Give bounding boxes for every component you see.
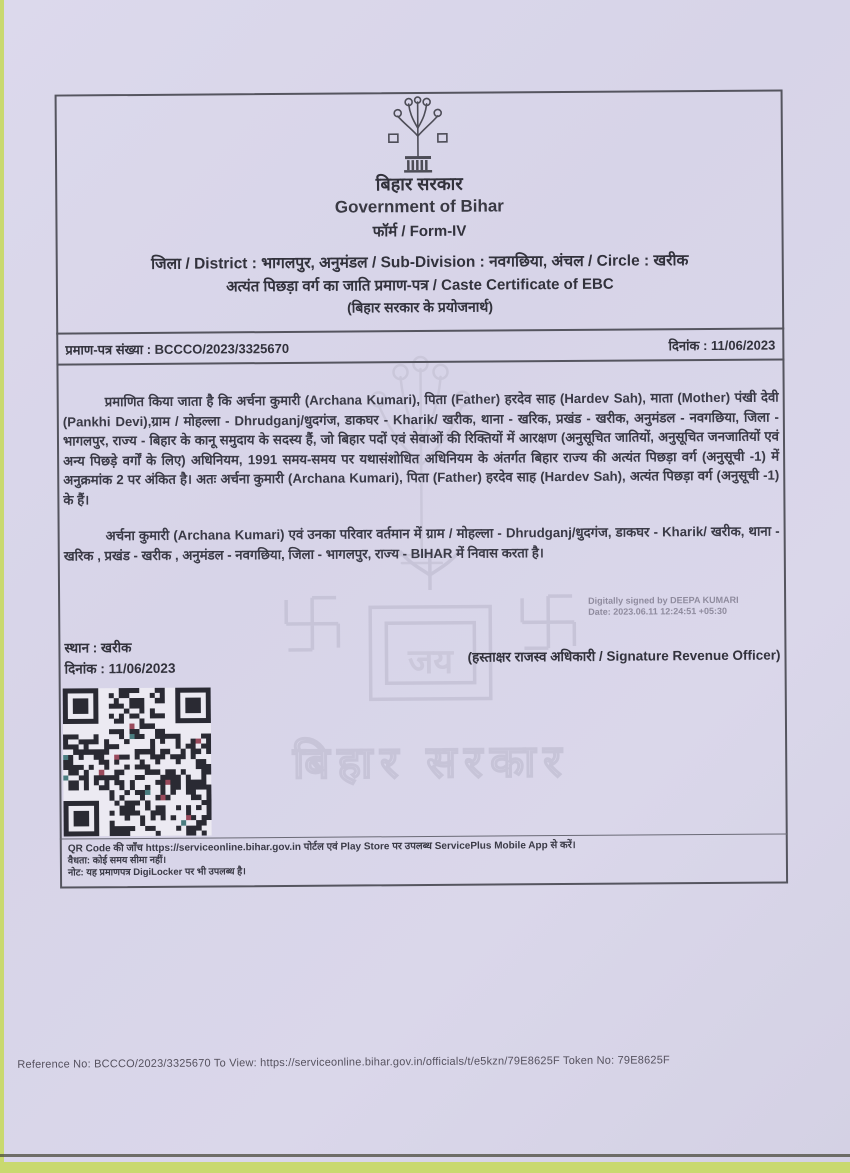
qr-note-line1: QR Code की जाँच https://serviceonline.bihar.gov.in पोर्टल एवं Play Store पर उपलब्ध ServicePlus Mobile App से करें। bbox=[67, 839, 576, 855]
revenue-officer-signature-line: (हस्ताक्षर राजस्व अधिकारी / Signature Revenue Officer) bbox=[467, 647, 781, 665]
watermark-center-glyph: जय bbox=[407, 642, 454, 682]
place-line: स्थान : खरीक bbox=[64, 640, 132, 656]
qr-code bbox=[63, 687, 212, 836]
certificate-paragraph-2: अर्चना कुमारी (Archana Kumari) एवं उनका परिवार वर्तमान में ग्राम / मोहल्ला - Dhrudganj/धुदगंज, डाकघर - Kharik/ खरीक, थाना - खरिक , प्रखंड - खरीक , अनुमंडल - नवगछिया, जिला - भागलपुर, राज्य - BIHAR में निवास करता है। bbox=[63, 523, 780, 564]
qr-notes-box bbox=[60, 833, 788, 888]
reference-footer: Reference No: BCCCO/2023/3325670 To View: https://serviceonline.bihar.gov.in/officials/t/e5kzn/79E8625F Token No: 79E8625F bbox=[17, 1054, 670, 1071]
watermark-text: बिहार सरकार bbox=[292, 736, 570, 788]
bihar-emblem-icon bbox=[383, 96, 454, 174]
digital-signature-stamp bbox=[588, 595, 778, 618]
issue-date: दिनांक : 11/06/2023 bbox=[668, 337, 776, 353]
digital-signature-line1: Digitally signed by DEEPA KUMARI bbox=[588, 594, 739, 606]
english-title: Government of Bihar bbox=[334, 196, 504, 217]
qr-note-line3: नोट: यह प्रमाणपत्र DigiLocker पर भी उपलब्ध है। bbox=[67, 866, 246, 879]
place-date-line: दिनांक : 11/06/2023 bbox=[64, 660, 176, 677]
form-number: फॉर्म / Form-IV bbox=[372, 222, 467, 241]
hindi-title: बिहार सरकार bbox=[375, 173, 463, 195]
qr-note-line2: वैधता: कोई समय सीमा नहीं। bbox=[67, 854, 167, 867]
digital-signature-line2: Date: 2023.06.11 12:24:51 +05:30 bbox=[588, 605, 728, 617]
purpose-line: (बिहार सरकार के प्रयोजनार्थ) bbox=[347, 298, 494, 316]
certificate-title: अत्यंत पिछड़ा वर्ग का जाति प्रमाण-पत्र / Caste Certificate of EBC bbox=[226, 275, 614, 296]
meta-row bbox=[56, 327, 784, 365]
certificate-paragraph-1: प्रमाणित किया जाता है कि अर्चना कुमारी (Archana Kumari), पिता (Father) हरदेव साह (Hardev Sah), माता (Mother) पंखी देवी (Pankhi Devi),ग्राम / मोहल्ला - Dhrudganj/धुदगंज, डाकघर - Kharik/ खरीक, थाना - खरिक, प्रखंड - खरीक, अनुमंडल - नवगछिया, जिला - भागलपुर, राज्य - बिहार के कानू समुदाय के सदस्य हैं, जो बिहार पदों एवं सेवाओं की रिक्तियों में आरक्षण (अनुसूचित जातियों, अनुसूचित जनजातियों एवं अन्य पिछड़े वर्गों के लिए) अधिनियम, 1991 समय-समय पर यथासंशोधित अधिनियम के अंतर्गत बिहार राज्य की अत्यंत पिछड़ा वर्ग (अनुसूची -1) में अनुक्रमांक 2 पर अंकित है। अतः अर्चना कुमारी (Archana Kumari), पिता (Father) हरदेव साह (Hardev Sah), अत्यंत पिछड़ा वर्ग (अनुसूची -1) के हैं। bbox=[62, 389, 780, 508]
district-line: जिला / District : भागलपुर, अनुमंडल / Sub-Division : नवगछिया, अंचल / Circle : खरीक bbox=[151, 252, 689, 273]
certificate-number: प्रमाण-पत्र संख्या : BCCCO/2023/3325670 bbox=[65, 340, 290, 358]
